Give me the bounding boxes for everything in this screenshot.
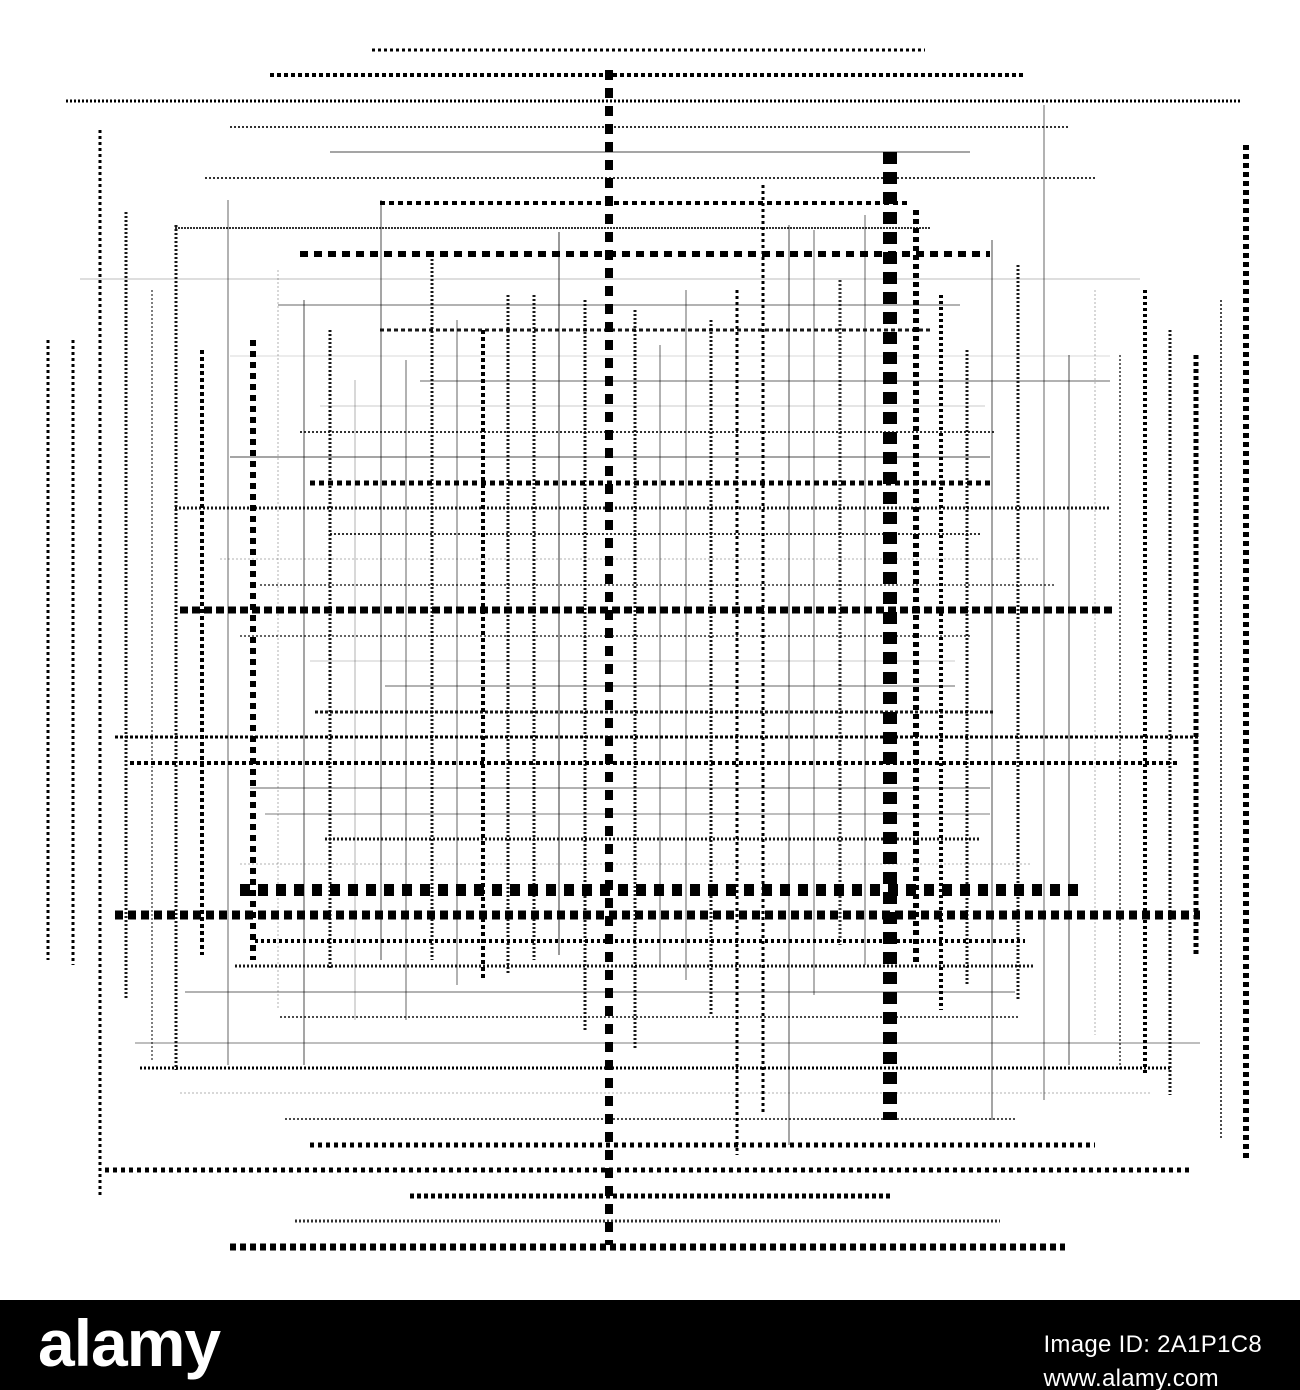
image-id-text (1043, 1328, 1262, 1390)
website-url: www.alamy.com (1043, 1365, 1219, 1390)
svg-text:alamy: alamy (38, 1310, 221, 1380)
watermark-bar (0, 1300, 1300, 1390)
alamy-wordmark (38, 1310, 468, 1380)
image-id-label: Image ID: 2A1P1C8 (1043, 1331, 1262, 1358)
alamy-logo (38, 1310, 468, 1380)
